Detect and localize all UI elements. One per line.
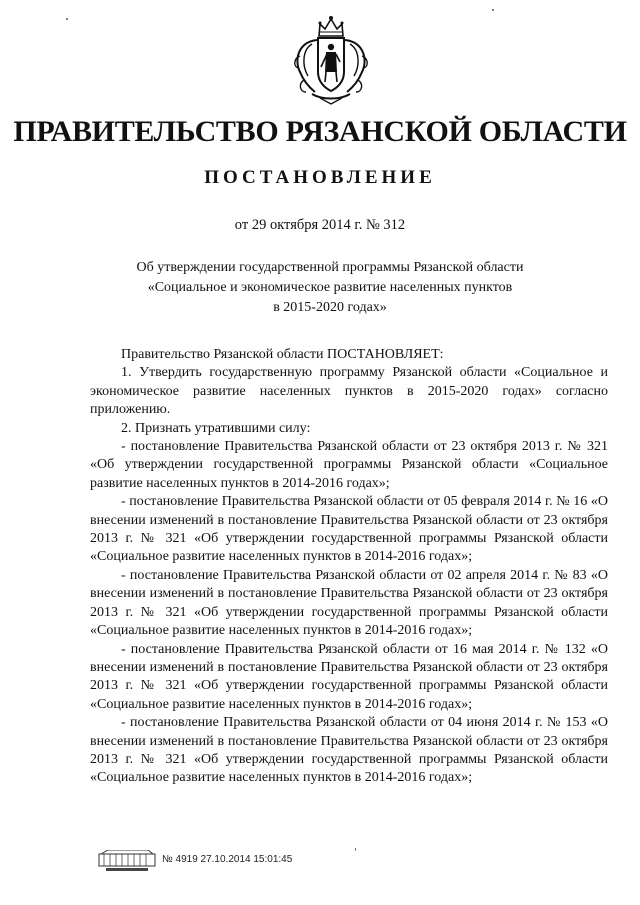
document-body	[90, 346, 608, 788]
resolution-intro: Правительство Рязанской области ПОСТАНОВЛЯЕТ:	[121, 347, 444, 362]
subject-line: в 2015-2020 годах»	[273, 300, 387, 315]
scan-speck	[355, 848, 356, 851]
repealed-item: - постановление Правительства Рязанской области от 23 октября 2013 г. № 321 «Об утверждении государственной программы Рязанской области «Социальное развитие населенных пунктов в 2014-2016 годах»;	[90, 439, 608, 491]
document-type: ПОСТАНОВЛЕНИЕ	[204, 167, 436, 188]
scan-speck	[492, 9, 494, 11]
document-date-number: от 29 октября 2014 г. № 312	[234, 217, 406, 233]
scan-speck	[66, 18, 68, 20]
item-2: 2. Признать утратившими силу:	[121, 420, 311, 436]
repealed-item: - постановление Правительства Рязанской области от 04 июня 2014 г. № 153 «О внесении изменений в постановление Правительства Рязанской области от 23 октября 2013 г. № 321 «Об утверждении государственной программы Рязанской области «Социальное развитие населенных пунктов в 2014-2016 годах»;	[90, 715, 608, 786]
item-1: 1. Утвердить государственную программу Рязанской области «Социальное и экономическое развитие населенных пунктов в 2015-2020 годах» согласно приложению.	[90, 365, 608, 418]
subject-line: «Социальное и экономическое развитие населенных пунктов	[147, 280, 513, 295]
subject-line: Об утверждении государственной программы Рязанской области	[136, 260, 524, 275]
registration-number: № 4919 27.10.2014 15:01:45	[162, 854, 293, 865]
repealed-item: - постановление Правительства Рязанской области от 02 апреля 2014 г. № 83 «О внесении изменений в постановление Правительства Рязанской области от 23 октября 2013 г. № 321 «Об утверждении государственной программы Рязанской области «Социальное развитие населенных пунктов в 2014-2016 годах»;	[90, 567, 608, 639]
repealed-item: - постановление Правительства Рязанской области от 05 февраля 2014 г. № 16 «О внесении изменений в постановление Правительства Рязанской области от 23 октября 2013 г. № 321 «Об утверждении государственной программы Рязанской области «Социальное развитие населенных пунктов в 2014-2016 годах»;	[90, 494, 608, 565]
government-name: ПРАВИТЕЛЬСТВО РЯЗАНСКОЙ ОБЛАСТИ	[13, 115, 627, 148]
repealed-item: - постановление Правительства Рязанской области от 16 мая 2014 г. № 132 «О внесении изменений в постановление Правительства Рязанской области от 23 октября 2013 г. № 321 «Об утверждении государственной программы Рязанской области «Социальное развитие населенных пунктов в 2014-2016 годах»;	[90, 641, 608, 712]
coat-of-arms-icon	[290, 14, 372, 106]
footer	[98, 850, 398, 874]
document-subject	[120, 258, 540, 318]
printing-house-stamp-icon	[98, 850, 156, 872]
